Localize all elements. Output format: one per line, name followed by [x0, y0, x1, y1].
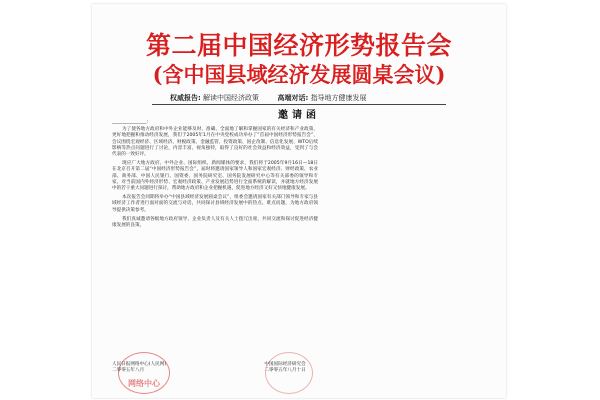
stamp-text: 网络中心 [128, 379, 160, 388]
letter-paragraph: 为了使各地方政府和中外企业能够及时、准确、全面地了解和掌握国家的有关经济和产业政策，更好地把握和推动经济发展，我们于2005年1月在中央党校成功举办了“首届中国经济形势报告会”，会议围绕宏观经济、区域经济、财税政策、金融监管、投资政策、国企改制、信息化发展、WTO后续影响等热点问题进行了讨论，内容丰富，视角独特，取得了良好的社会效益和经济效益，受到了与会代表的一致好评。 [112, 127, 318, 158]
dialogue-label: 高端对话: [277, 94, 309, 102]
report-text: 解读中国经济政策 [203, 94, 260, 102]
main-title: 第二届中国经济形势报告会 [145, 31, 452, 60]
signer-right-name: 中国国际经济研究会 [264, 362, 306, 367]
signer-right-date: 二零零五年八月十日 [264, 368, 306, 373]
signer-left-name: 人民日报网络中心(人民网) [112, 362, 167, 367]
report-label: 权威报告: [170, 94, 201, 102]
signer-left [112, 362, 222, 374]
letter-title: 邀请函 [278, 110, 320, 121]
letter-paragraph: 现应广大地方政府、中外企业、国际组织、新闻媒体的要求，我们将于2005年9月16日—18日在北京召开第二届“中国经济形势报告会”，届时将邀请国家领导人和国家宏观经济、财经政策、农业部、商务部、中国人民银行、国资委、国务院研究室、国务院发展研究中心等有关部委的领导和专家，对当前国内外经济形势、宏观经济政策、产业发展趋势进行全面系统的解读，并就地方经济发展中的若干重大问题进行探讨，帮助地方政府和企业把握机遇，促进地方经济又好又快地健康发展。 [112, 161, 318, 192]
theme-line [170, 92, 466, 104]
signer-left-date: 二零零五年八月 [112, 368, 145, 373]
dialogue-text: 指导地方健康发展 [310, 94, 367, 102]
salutation: _______________: [112, 120, 149, 125]
letter-body [112, 120, 318, 232]
letter-paragraph: 我们真诚邀请各级地方政府领导、企业负责人及有关人士拨冗出席，共同交流和探讨促进经济健康发展的良策。 [112, 216, 318, 229]
signer-right [240, 362, 330, 374]
divider-line [152, 104, 446, 105]
sub-title: (含中国县域经济发展圆桌会议) [152, 62, 446, 87]
letter-paragraph: 本次报告会同期将举办“中国县域经济发展圆桌会议”，组委会邀请国家有关部门领导和专家与县域经济工作者进行面对面的交流与对话，共同探讨县域经济发展中的热点、难点问题，为地方政府领导提供决策参考。 [112, 195, 318, 213]
